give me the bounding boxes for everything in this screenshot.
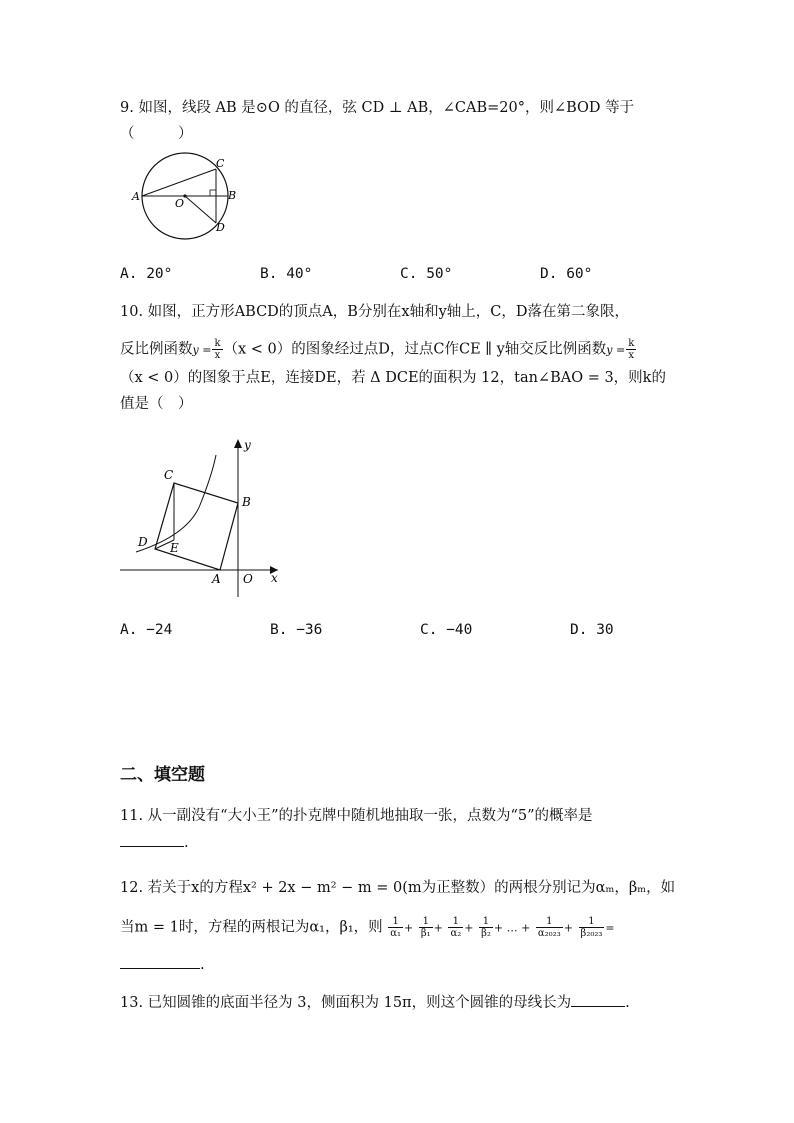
q12-text-line2	[120, 916, 615, 939]
q10-func-fraction-2	[626, 338, 636, 361]
q9-label-c: C	[216, 157, 225, 170]
q10-text-line1: 10. 如图，正方形ABCD的顶点A，B分别在x轴和y轴上，C，D落在第二象限，	[120, 304, 629, 320]
q10-label-d: D	[138, 535, 148, 549]
q10-option-d: D. 30	[570, 622, 614, 638]
q12-frac-4-den: β₂	[481, 928, 491, 939]
q12-frac-1	[388, 916, 403, 939]
q12-end: .	[200, 957, 205, 973]
q12-answer-line	[120, 954, 205, 975]
q10-label-x: x	[271, 571, 278, 585]
q10-option-c: C. −40	[420, 622, 473, 638]
q12-frac-6	[579, 916, 605, 939]
q9-text-line2: （ ）	[120, 126, 193, 142]
q12-op-5: +	[563, 921, 573, 935]
q12-frac-5-num: 1	[536, 916, 563, 928]
q12-frac-6-num: 1	[579, 916, 605, 928]
q12-frac-2-den: β₁	[420, 928, 431, 939]
section-title: 二、填空题	[120, 765, 205, 785]
q12-frac-1-den: α₁	[390, 928, 402, 939]
q11-end: .	[184, 835, 189, 851]
q12-frac-2-num: 1	[419, 916, 433, 928]
q9-text-line1: 9. 如图，线段 AB 是⊙O 的直径，弦 CD ⊥ AB，∠CAB=20°，则∠BOD 等于	[120, 100, 635, 116]
q13-text: 13. 已知圆锥的底面半径为 3，侧面积为 15π，则这个圆锥的母线长为	[120, 995, 572, 1011]
q12-frac-3-den: α₂	[450, 928, 462, 939]
q10-label-o: O	[243, 572, 253, 586]
q10-func-num-2: k	[628, 338, 635, 349]
q10-square-figure	[118, 435, 288, 600]
q10-label-c: C	[164, 468, 174, 482]
q9-option-d: D. 60°	[540, 266, 593, 282]
q12-line2-text: 当m = 1时，方程的两根记为α₁，β₁，则	[120, 919, 383, 936]
q13-end: .	[625, 995, 630, 1011]
q10-text-line2	[120, 338, 637, 361]
q10-label-b: B	[242, 495, 251, 509]
q9-option-b: B. 40°	[260, 266, 313, 282]
q12-op-3: +	[464, 921, 474, 935]
q10-func-den-2: x	[628, 350, 635, 361]
q12-frac-2	[419, 916, 433, 939]
q10-func-fraction-1	[212, 338, 222, 361]
q12-frac-5-den: α₂₀₂₃	[537, 928, 561, 939]
q11-text-line1: 11. 从一副没有“大小王”的扑克牌中随机地抽取一张，点数为“5”的概率是	[120, 808, 593, 824]
q10-line2-part-a: 反比例函数	[120, 341, 193, 358]
q10-func-lhs-1: y =	[192, 343, 212, 357]
q10-func-lhs-2: y =	[606, 343, 626, 357]
q10-func-den-1: x	[214, 350, 221, 361]
q12-frac-5	[536, 916, 563, 939]
q12-answer-blank[interactable]	[120, 954, 200, 969]
q13-answer-blank[interactable]	[571, 992, 625, 1007]
q12-frac-4	[479, 916, 493, 939]
q10-option-a: A. −24	[120, 622, 173, 638]
q12-op-4: + … +	[493, 921, 531, 935]
q12-op-6: =	[605, 921, 615, 935]
q9-label-b: B	[228, 189, 237, 202]
q10-line2-part-b: （x < 0）的图象经过点D，过点C作CE ∥ y轴交反比例函数	[223, 341, 607, 358]
q9-label-a: A	[132, 190, 140, 203]
q9-option-c: C. 50°	[400, 266, 453, 282]
q13-text-line	[120, 992, 630, 1013]
q12-text-line1: 12. 若关于x的方程x² + 2x − m² − m = 0(m为正整数）的两根分别记为αₘ，βₘ，如	[120, 880, 676, 896]
q10-option-b: B. −36	[270, 622, 323, 638]
q12-frac-4-num: 1	[479, 916, 493, 928]
q12-frac-3-num: 1	[448, 916, 463, 928]
q10-label-e: E	[170, 541, 179, 555]
q9-label-o: O	[175, 197, 185, 210]
q10-label-a: A	[212, 572, 221, 586]
q12-frac-1-num: 1	[388, 916, 403, 928]
q12-op-1: +	[404, 921, 414, 935]
q10-func-num-1: k	[214, 338, 221, 349]
q10-text-line4: 值是（ ）	[120, 396, 193, 412]
q11-answer-blank[interactable]	[120, 832, 184, 847]
q12-op-2: +	[433, 921, 443, 935]
q12-frac-3	[448, 916, 463, 939]
q9-label-d: D	[216, 221, 225, 234]
q11-answer-line	[120, 832, 189, 853]
q10-label-y: y	[244, 438, 251, 452]
q12-frac-6-den: β₂₀₂₃	[580, 928, 603, 939]
q9-option-a: A. 20°	[120, 266, 173, 282]
q9-circle-figure	[128, 150, 238, 240]
q10-text-line3: （x < 0）的图象于点E，连接DE，若 Δ DCE的面积为 12，tan∠BAO = 3，则k的	[120, 370, 666, 386]
